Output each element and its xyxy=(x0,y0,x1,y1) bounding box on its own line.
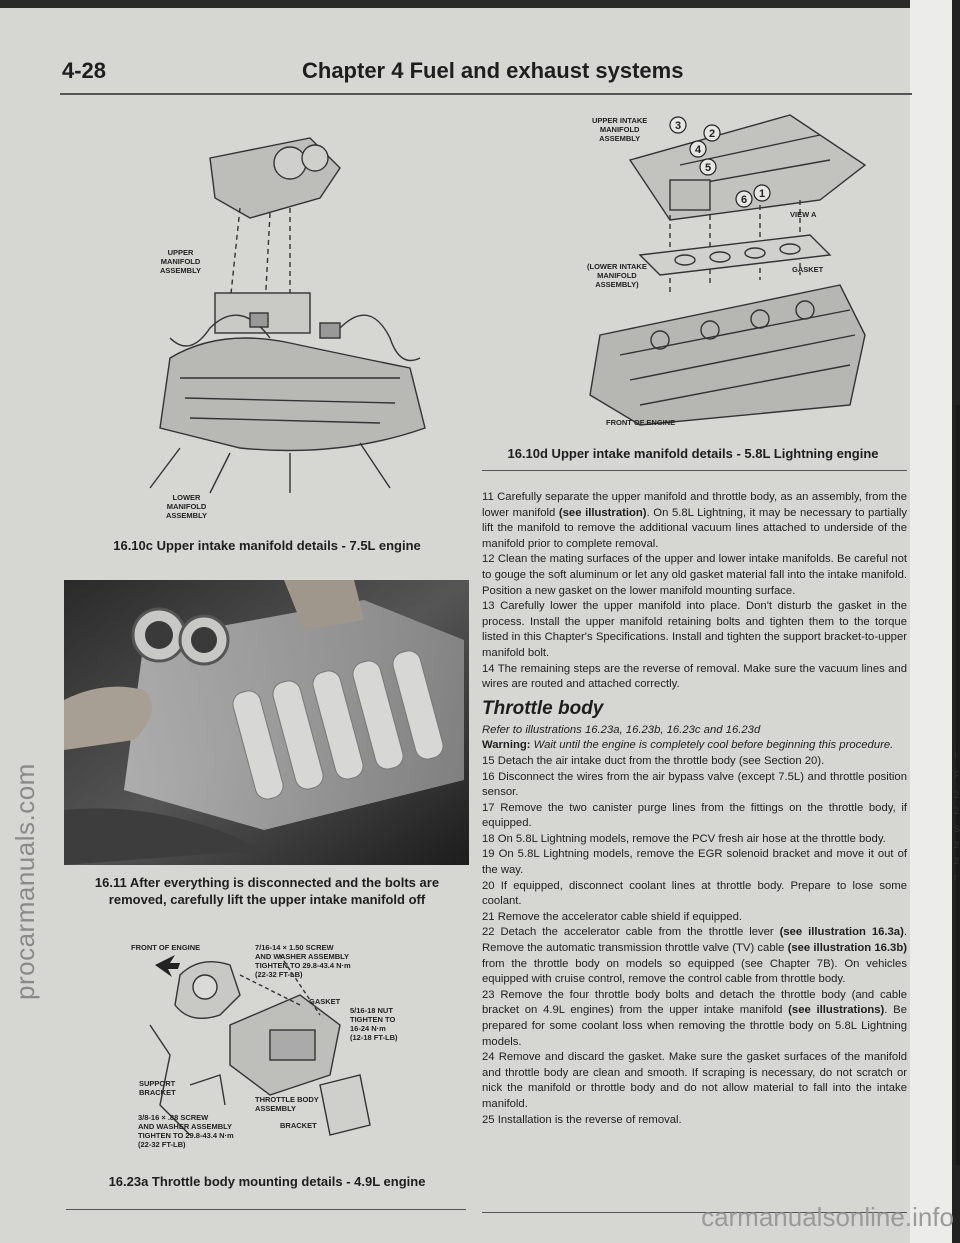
paragraph-14: 14 The remaining steps are the reverse of removal. Make sure the vacuum lines and wires are routed and attached correctly. xyxy=(482,662,907,691)
svg-text:4: 4 xyxy=(694,144,702,156)
adjacent-page-char: S xyxy=(954,824,960,834)
paragraph-11: 11 Carefully separate the upper manifold and throttle body, as an assembly, from the lower manifold (see illustration). On 5.8L Lightning, it may be necessary to partially lift the manifold to remove the additional vacuum lines attached to underside of the manifold prior to complete removal. xyxy=(482,491,907,550)
svg-text:5: 5 xyxy=(704,162,712,174)
paragraph-12: 12 Clean the mating surfaces of the upper and lower intake manifolds. Be careful not to gouge the soft aluminum or let any old gasket material fall into the intake manifold. Position a new gasket on the lower manifold mounting surface. xyxy=(482,553,907,597)
figure-caption-line1: 16.11 After everything is disconnected and the bolts are xyxy=(94,875,440,890)
callout-5-16-nut: 5/16-18 NUT TIGHTEN TO 16-24 N·m (12-18 FT-LB) xyxy=(350,1006,398,1042)
svg-text:1: 1 xyxy=(758,188,766,200)
adjacent-page-char: F xyxy=(954,770,960,780)
adjacent-page-char: 2 xyxy=(954,840,960,850)
adjacent-page-char: 2 xyxy=(954,856,960,866)
caption-rule xyxy=(482,470,907,471)
page-number: 4-28 xyxy=(62,58,107,83)
paragraph-23: 23 Remove the four throttle body bolts and detach the throttle body (and cable bracket on 4.9L engines) from the upper intake manifold (see illustrations). Be prepared for some coolant loss when removing the throttle body on 5.8L Lightning models. xyxy=(482,988,907,1048)
adjacent-page-char: 2 xyxy=(954,806,960,816)
refer-note: Refer to illustrations 16.23a, 16.23b, 16.23c and 16.23d xyxy=(482,723,761,736)
callout-upper-intake: UPPER INTAKE MANIFOLD ASSEMBLY xyxy=(592,116,648,143)
adjacent-page-edge xyxy=(910,0,960,1243)
paragraph-25: 25 Installation is the reverse of removal. xyxy=(482,1113,682,1126)
body-text-column xyxy=(482,490,907,1128)
callout-3-8-screw: 3/8-16 × .88 SCREW AND WASHER ASSEMBLY TIGHTEN TO 29.8-43.4 N·m (22-32 FT-LB) xyxy=(138,1113,234,1149)
adjacent-page-char: 2 xyxy=(954,790,960,800)
callout-bracket: BRACKET xyxy=(280,1121,317,1130)
warning-note: Warning: Wait until the engine is completely cool before beginning this procedure. xyxy=(482,739,894,752)
paragraph-13: 13 Carefully lower the upper manifold into place. Don't disturb the gasket in the process. Install the upper manifold retaining bolts and tighten them to the torque listed in this Chapter's Specifications. Install and tighten the support bracket-to-upper manifold bolt. xyxy=(482,600,907,659)
callout-gasket: GASKET xyxy=(792,265,824,274)
callout-lower-intake: (LOWER INTAKE MANIFOLD ASSEMBLY) xyxy=(587,262,647,289)
callout-support-bracket: SUPPORT BRACKET xyxy=(139,1079,176,1097)
paragraph-19: 19 On 5.8L Lightning models, remove the EGR solenoid bracket and move it out of the way. xyxy=(482,848,907,877)
callout-gasket: GASKET xyxy=(309,997,341,1006)
adjacent-page-char: r xyxy=(954,872,957,882)
paragraph-15: 15 Detach the air intake duct from the throttle body (see Section 20). xyxy=(482,754,825,767)
figure-16-10d-numbers xyxy=(660,113,780,213)
paragraph-21: 21 Remove the accelerator cable shield if equipped. xyxy=(482,910,742,923)
paragraph-24: 24 Remove and discard the gasket. Make sure the gasket surfaces of the manifold and throttle body are clean and smooth. If scraping is necessary, do not scratch or nick the manifold or throttle body and do not allow material to fall into the intake manifold. xyxy=(482,1051,907,1110)
paragraph-18: 18 On 5.8L Lightning models, remove the PCV fresh air hose at the throttle body. xyxy=(482,832,886,845)
section-heading: Throttle body xyxy=(482,697,604,719)
callout-lower-manifold: LOWER MANIFOLD ASSEMBLY xyxy=(166,493,207,520)
paragraph-17: 17 Remove the two canister purge lines from the fittings on the throttle body, if equipped. xyxy=(482,801,907,830)
callout-front-of-engine: FRONT OF ENGINE xyxy=(131,943,201,952)
callout-throttle-body: THROTTLE BODY ASSEMBLY xyxy=(255,1095,319,1113)
figure-caption: 16.10d Upper intake manifold details - 5.8L Lightning engine xyxy=(507,446,879,461)
header-rule xyxy=(60,93,912,95)
paragraph-22: 22 Detach the accelerator cable from the throttle lever (see illustration 16.3a). Remove the automatic transmission throttle valve (TV) cable (see illustration 16.3b) from the throttle body on models so equipped (see Chapter 7B). On vehicles equipped with cruise control, remove the control cable from throttle body. xyxy=(482,926,908,986)
figure-caption-line2: removed, carefully lift the upper intake manifold off xyxy=(108,892,426,907)
callout-view-a: VIEW A xyxy=(790,210,817,219)
footer-watermark: carmanualsonline.info xyxy=(701,1202,954,1232)
callout-front-of-engine: FRONT OF ENGINE xyxy=(606,418,676,427)
caption-rule xyxy=(66,1209,466,1210)
paragraph-16: 16 Disconnect the wires from the air bypass valve (except 7.5L) and throttle position sensor. xyxy=(482,770,907,799)
adjacent-page-char: I xyxy=(954,750,957,760)
svg-text:3: 3 xyxy=(674,120,682,132)
figure-16-10c-illustration xyxy=(140,128,440,498)
figure-16-11-photo xyxy=(64,580,469,865)
figure-caption: 16.23a Throttle body mounting details - 4.9L engine xyxy=(108,1174,426,1189)
paragraph-20: 20 If equipped, disconnect coolant lines at throttle body. Prepare to lose some coolant. xyxy=(482,879,907,908)
callout-7-16-screw: 7/16-14 × 1.50 SCREW AND WASHER ASSEMBLY TIGHTEN TO 29.8-43.4 N·m (22-32 FT-LB) xyxy=(255,943,351,979)
figure-caption: 16.10c Upper intake manifold details - 7.5L engine xyxy=(113,538,421,553)
chapter-title: Chapter 4 Fuel and exhaust systems xyxy=(302,58,684,83)
callout-upper-manifold: UPPER MANIFOLD ASSEMBLY xyxy=(160,248,201,275)
top-edge xyxy=(0,0,910,8)
svg-text:2: 2 xyxy=(708,128,716,140)
side-watermark: procarmanuals.com xyxy=(10,763,40,1000)
svg-text:6: 6 xyxy=(740,194,748,206)
